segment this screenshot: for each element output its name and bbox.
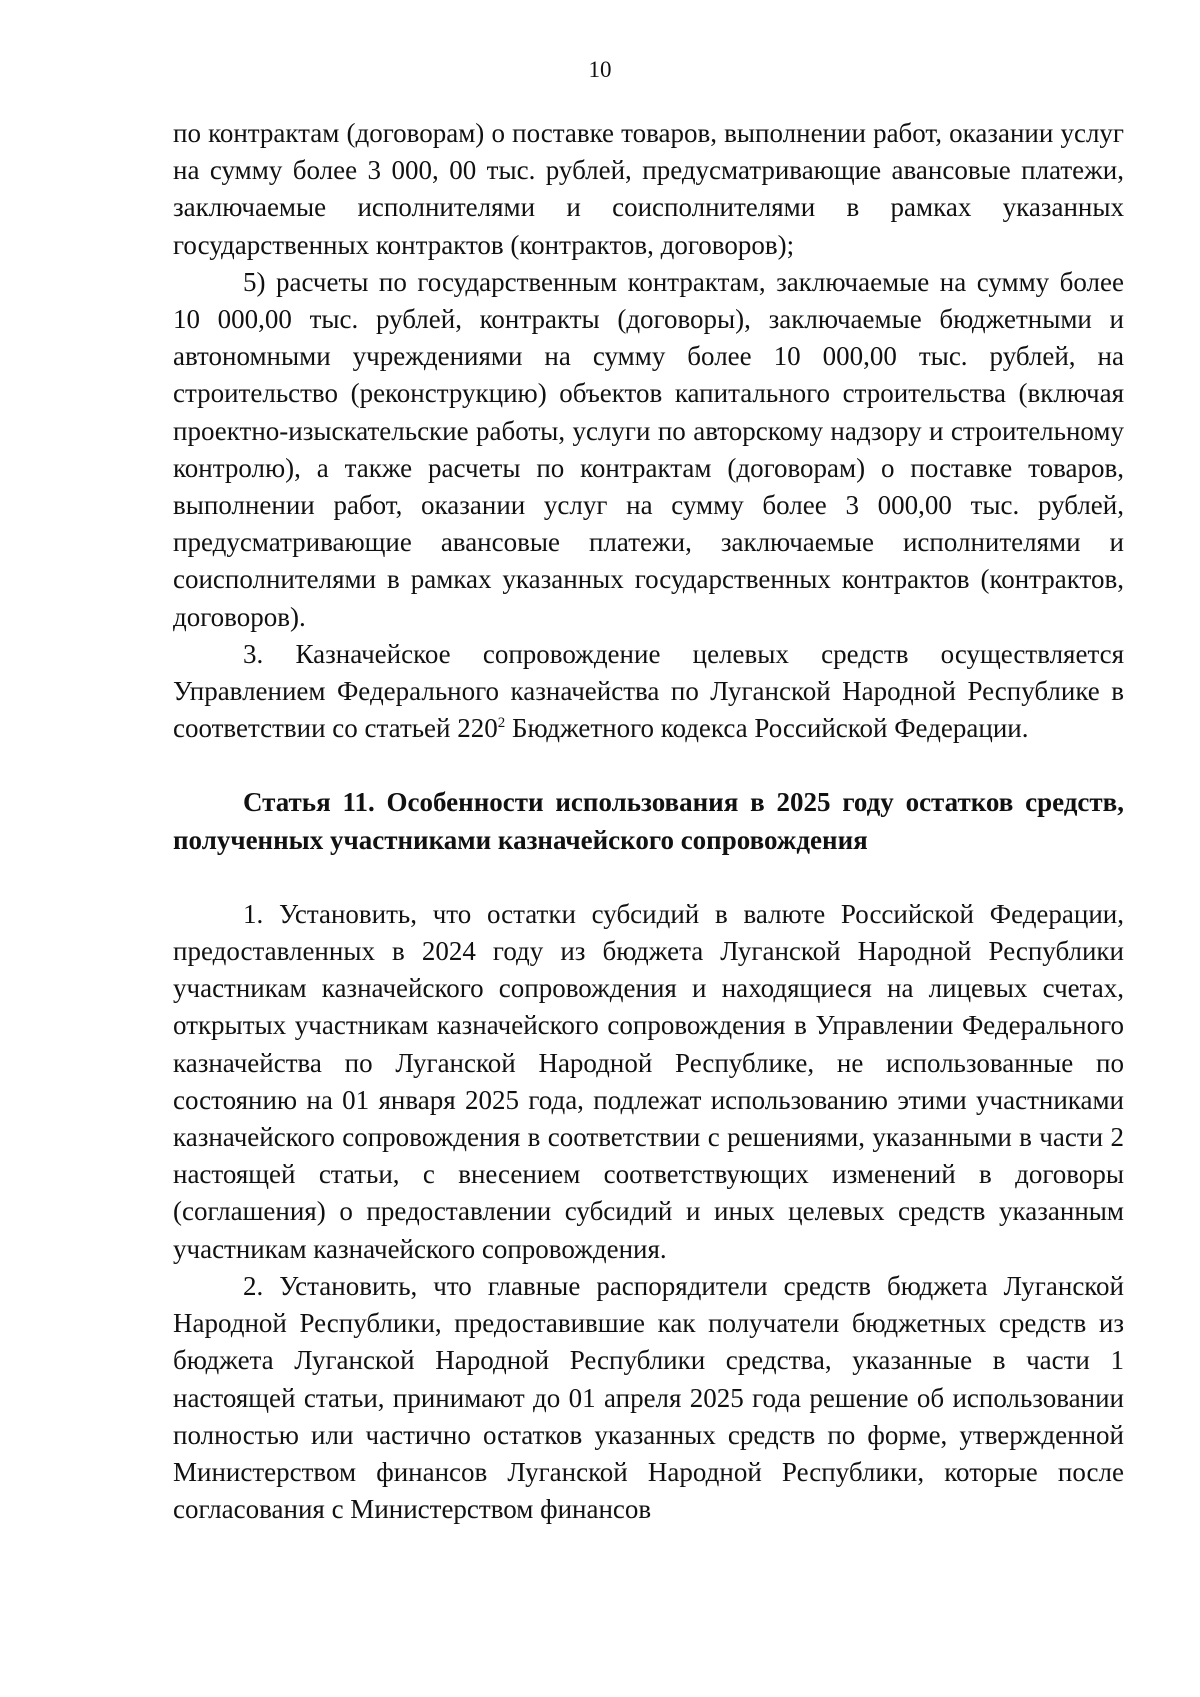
paragraph-article-11-part-2: 2. Установить, что главные распорядители средств бюджета Луганской Народной Республики, предоставившие как получатели бюджетных средств из бюджета Луганской Народной Республики средства, указанные в части 1 настоящей статьи, принимают до 01 апреля 2025 года решение об использовании полностью или частично остатков указанных средств по форме, утвержденной Министерством финансов Луганской Народной Республики, которые после согласования с Министерством финансов (173, 1270, 1124, 1525)
paragraph-item-3 (173, 636, 1124, 748)
paragraph-item-3-text: 3. Казначейское сопровождение целевых средств осуществляется Управлением Федерального казначейства по Луганской Народной Республике в соответствии со статьей 220 (173, 638, 1124, 744)
page-number: 10 (588, 57, 612, 82)
paragraph-item-3-tail: Бюджетного кодекса Российской Федерации. (505, 713, 1029, 744)
paragraph-contracts-continuation: по контрактам (договорам) о поставке товаров, выполнении работ, оказании услуг на сумму более 3 000, 00 тыс. рублей, предусматривающие авансовые платежи, заключаемые исполнителями и соисполнителями в рамках указанных государственных контрактов (контрактов, договоров); (173, 118, 1124, 260)
paragraph-item-5: 5) расчеты по государственным контрактам, заключаемые на сумму более 10 000,00 тыс. рублей, контракты (договоры), заключаемые бюджетными и автономными учреждениями на сумму более 10 000,00 тыс. рублей, на строительство (реконструкцию) объектов капитального строительства (включая проектно-изыскательские работы, услуги по авторскому надзору и строительному контролю), а также расчеты по контрактам (договорам) о поставке товаров, выполнении работ, оказании услуг на сумму более 3 000,00 тыс. рублей, предусматривающие авансовые платежи, заключаемые исполнителями и соисполнителями в рамках указанных государственных контрактов (контрактов, договоров). (173, 266, 1124, 632)
document-body (173, 115, 1124, 1528)
article-11-heading: Статья 11. Особенности использования в 2025 году остатков средств, полученных участниками казначейского сопровождения (173, 787, 1124, 855)
article-superscript: 2 (497, 715, 506, 732)
paragraph-article-11-part-1: 1. Установить, что остатки субсидий в валюте Российской Федерации, предоставленных в 2024 году из бюджета Луганской Народной Республики участникам казначейского сопровождения и находящиеся на лицевых счетах, открытых участникам казначейского сопровождения в Управлении Федерального казначейства по Луганской Народной Республике, не использованные по состоянию на 01 января 2025 года, подлежат использованию этими участниками казначейского сопровождения в соответствии с решениями, указанными в части 2 настоящей статьи, с внесением соответствующих изменений в договоры (соглашения) о предоставлении субсидий и иных целевых средств указанным участникам казначейского сопровождения. (173, 898, 1124, 1264)
